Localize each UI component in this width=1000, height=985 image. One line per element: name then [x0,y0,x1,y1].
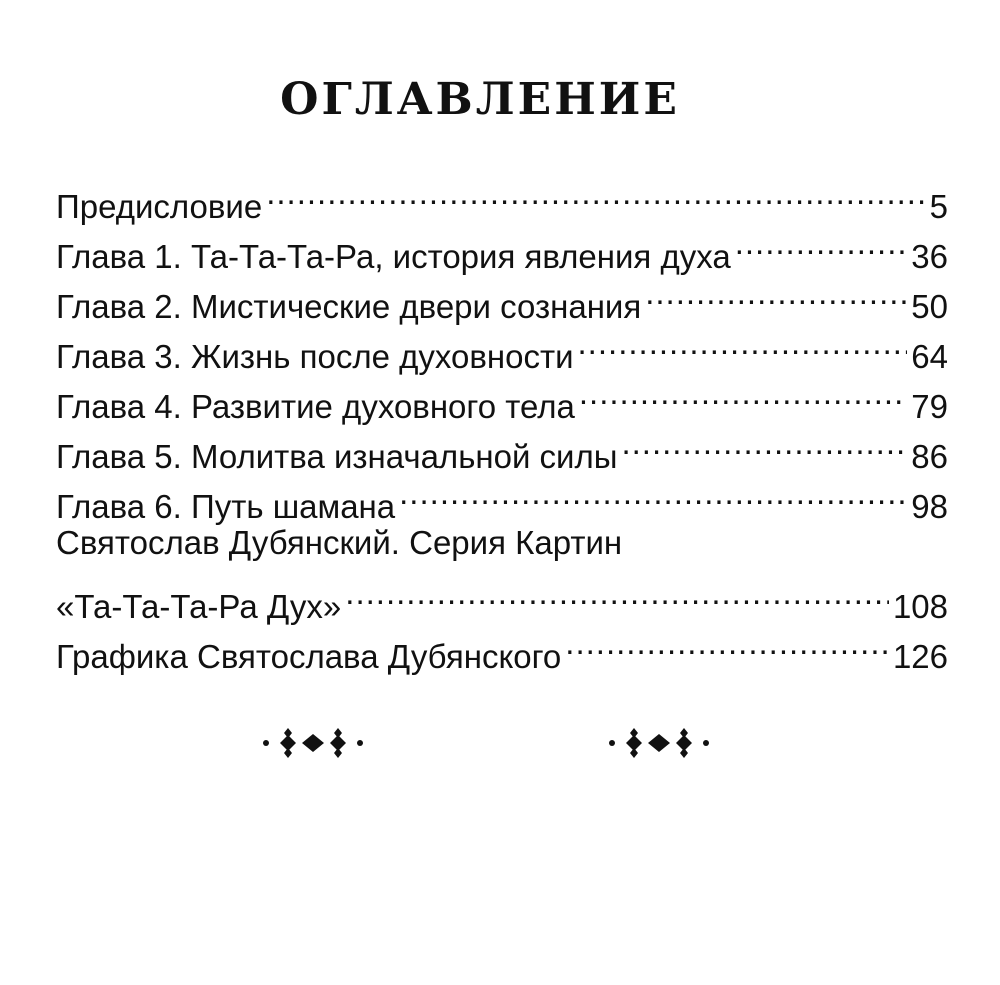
diamond-fleuron-icon [258,722,368,762]
toc-entry-paintings[interactable] [56,568,948,625]
toc-entry-label: Предисловие [56,188,263,225]
toc-entry-label: Глава 3. Жизнь после духовности [56,338,574,375]
toc-entry-page: 126 [892,638,948,675]
toc-entry-page: 50 [911,288,948,325]
toc-entry-page: 86 [911,438,948,475]
toc-entry-page: 98 [911,488,948,525]
dot-leader [579,368,907,418]
toc-entry-preface[interactable] [56,168,948,225]
dot-leader [565,618,889,668]
toc-entry-label: Глава 2. Мистические двери сознания [56,288,642,325]
toc-entry-paintings-line-1 [56,518,948,568]
dot-leader [645,268,907,318]
toc-entry-label: «Та-Та-Та-Ра Дух» [56,588,342,625]
toc-entry-page: 5 [929,188,948,225]
toc-entry-page: 108 [892,588,948,625]
table-of-contents [56,168,948,675]
toc-entry-label: Глава 1. Та-Та-Та-Ра, история явления духа [56,238,731,275]
toc-entry-label: Глава 5. Молитва изначальной силы [56,438,618,475]
toc-entry-label: Графика Святослава Дубянского [56,638,562,675]
dot-leader [399,468,907,518]
dot-leader [345,568,889,618]
dot-leader [621,418,907,468]
dot-leader [735,218,908,268]
diamond-fleuron-icon [604,722,714,762]
dot-leader [578,318,908,368]
toc-entry-label: Глава 4. Развитие духовного тела [56,388,575,425]
page-title: ОГЛАВЛЕНИЕ [280,74,680,125]
toc-entry-page: 79 [911,388,948,425]
ornament-row [0,722,1000,762]
dot-leader [266,168,925,218]
toc-entry-label: Святослав Дубянский. Серия Картин [56,524,623,561]
toc-entry-label: Глава 6. Путь шамана [56,488,396,525]
toc-entry-page: 36 [911,238,948,275]
toc-entry-page: 64 [911,338,948,375]
